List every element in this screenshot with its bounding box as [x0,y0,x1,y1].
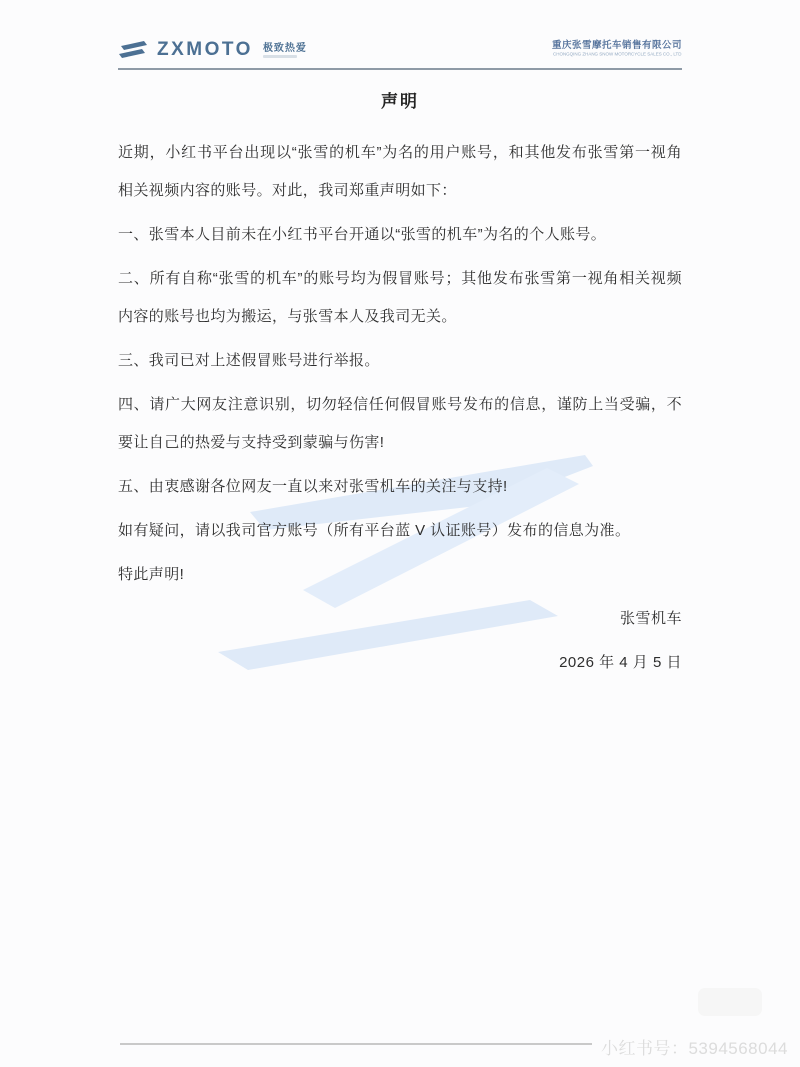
company-name-en: CHONGQING ZHANG SNOW MOTORCYCLE SALES CO., LTD [553,51,682,57]
statement-paragraph: 如有疑问，请以我司官方账号（所有平台蓝 V 认证账号）发布的信息为准。 [118,522,631,539]
z-logo-icon [118,38,150,62]
brand-tagline: 极致热爱 [262,43,307,54]
footer-divider [120,1043,592,1045]
brand-name: ZXMOTO [157,39,253,60]
xiaohongshu-id-watermark: 小红书号：5394568044 [600,1039,788,1058]
statement-date: 2026 年 4 月 5 日 [559,654,682,671]
statement-paragraph: 一、张雪本人目前未在小红书平台开通以“张雪的机车”为名的个人账号。 [118,226,607,243]
signature: 张雪机车 [619,610,682,627]
statement-title: 声明 [381,92,419,111]
brand-tagline-box [263,43,307,58]
statement-paragraph: 特此声明! [118,566,185,583]
statement-paragraph: 二、所有自称“张雪的机车”的账号均为假冒账号；其他发布张雪第一视角相关视频内容的账号也均为搬运，与张雪本人及我司无关。 [118,270,682,325]
statement-paragraph: 五、由衷感谢各位网友一直以来对张雪机车的关注与支持! [118,478,508,495]
statement-paragraph: 四、请广大网友注意识别，切勿轻信任何假冒账号发布的信息，谨防上当受骗，不要让自己的热爱与支持受到蒙骗与伤害! [118,396,682,451]
company-name-block [452,40,682,60]
statement-paragraph: 近期，小红书平台出现以“张雪的机车”为名的用户账号，和其他发布张雪第一视角相关视频内容的账号。对此，我司郑重声明如下： [118,144,682,199]
header [118,38,682,70]
statement-body [118,134,682,594]
statement-main [118,88,682,688]
company-name-cn: 重庆张雪摩托车销售有限公司 [551,40,682,51]
brand-tagline-subtext [263,55,297,58]
statement-paragraph: 三、我司已对上述假冒账号进行举报。 [118,352,380,369]
brand-logo [118,38,307,62]
faint-watermark-badge [698,988,762,1016]
